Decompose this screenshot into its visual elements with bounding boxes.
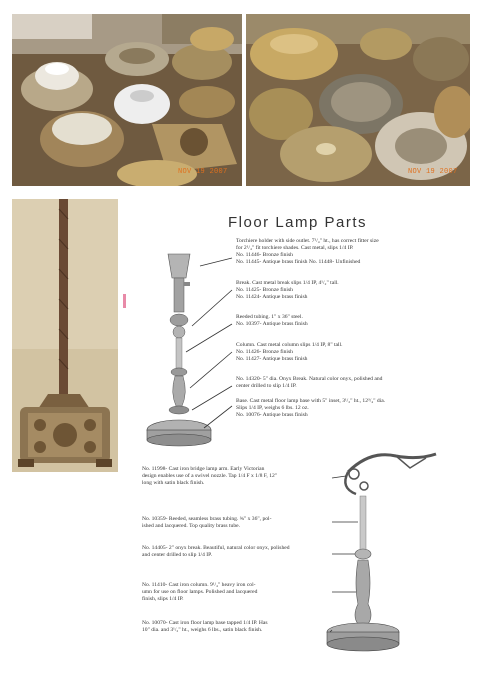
part-entry-bridge-lamp-arm <box>142 466 277 487</box>
entry-line: No. 11446- Bronze finish <box>236 252 293 258</box>
entry-line: No. 10359- Reeded, seamless brass tubing. ¾" x 36", pol- <box>142 516 272 522</box>
bridge-lamp-illustration <box>300 444 450 662</box>
part-entry-brass-tubing <box>142 516 271 530</box>
date-stamp: NOV 19 2007 <box>178 168 228 176</box>
entry-line: No. 11424- Antique brass finish <box>236 294 308 300</box>
entry-line: Torchiere holder with side outlet. 7¹/₄" ht., has correct fitter size <box>236 238 379 244</box>
entry-line: No. 11427- Antique brass finish <box>236 356 308 362</box>
entry-line: center drilled to slip 1/4 IP. <box>236 383 297 389</box>
entry-line: No. 11425- Bronze finish <box>236 287 293 293</box>
entry-line: No. 10397- Antique brass finish <box>236 321 308 327</box>
entry-line: finish, slips 1/4 IP. <box>142 596 184 602</box>
entry-line: umn for use on floor lamps. Polished and lacquered <box>142 589 258 595</box>
entry-line: Column. Cast metal column slips 1/4 IP, 8" tall. <box>236 342 343 348</box>
entry-line: No. 14320- 5" dia. Onyx Break. Natural color onyx, polished and <box>236 376 383 382</box>
entry-line: No. 14405- 2" onyx break. Beautiful, natural color onyx, polished <box>142 545 290 551</box>
photo-lamp-parts-right <box>246 14 470 186</box>
entry-line: No. 11445- Antique brass finish No. 11448- Unfinished <box>236 259 361 265</box>
photo-lamp-parts-left <box>12 14 242 186</box>
tab-marker <box>123 294 126 308</box>
entry-line: No. 11426- Bronze finish <box>236 349 293 355</box>
entry-line: No. 11410- Cast iron column. 9¹/₄" heavy iron col- <box>142 582 256 588</box>
part-entry-torchiere-holder <box>236 238 379 266</box>
page-title: Floor Lamp Parts <box>228 214 368 231</box>
part-entry-reeded-tubing <box>236 314 308 328</box>
part-entry-break <box>236 280 339 301</box>
part-entry-cast-iron-column <box>142 582 257 603</box>
entry-line: Reeded tubing. 1" x 36" steel. <box>236 314 303 320</box>
entry-line: for 2¹/₄" fit torchiere shades. Cast metal, slips 1/4 IP. <box>236 245 354 251</box>
entry-line: and center drilled to slip 1/4 IP. <box>142 552 213 558</box>
entry-line: Break. Cast metal break slips 1/4 IP, 4¹/₂" tall. <box>236 280 339 286</box>
part-entry-onyx-break-2in <box>142 545 290 559</box>
part-entry-base <box>236 398 385 419</box>
entry-line: No. 10070- Cast iron floor lamp base tapped 1/4 IP. Has <box>142 620 268 626</box>
part-entry-column <box>236 342 343 363</box>
entry-line: design enables use of a swivel nozzle. Tap 1/4 F x 1/8 F, 12" <box>142 473 278 479</box>
part-entry-cast-iron-base <box>142 620 268 634</box>
floor-lamp-parts-illustration <box>140 248 240 454</box>
entry-line: ished and lacquered. Top quality brass tube. <box>142 523 240 529</box>
entry-line: No. 10076- Antique brass finish <box>236 412 308 418</box>
entry-line: 10" dia. and 3¹/₂" ht., weighs 6 lbs., satin black finish. <box>142 627 263 633</box>
entry-line: Base. Cast metal floor lamp base with 5" inset, 3¹/₂" ht., 12³/₄" dia. <box>236 398 386 404</box>
entry-line: long with satin black finish. <box>142 480 205 486</box>
entry-line: Slips 1/4 IP, weighs 6 lbs. 12 oz. <box>236 405 309 411</box>
entry-line: No. 11998- Cast iron bridge lamp arm. Early Victorian <box>142 466 265 472</box>
part-entry-onyx-break <box>236 376 382 390</box>
date-stamp: NOV 19 2007 <box>408 168 458 176</box>
photo-floor-lamp <box>12 199 118 472</box>
